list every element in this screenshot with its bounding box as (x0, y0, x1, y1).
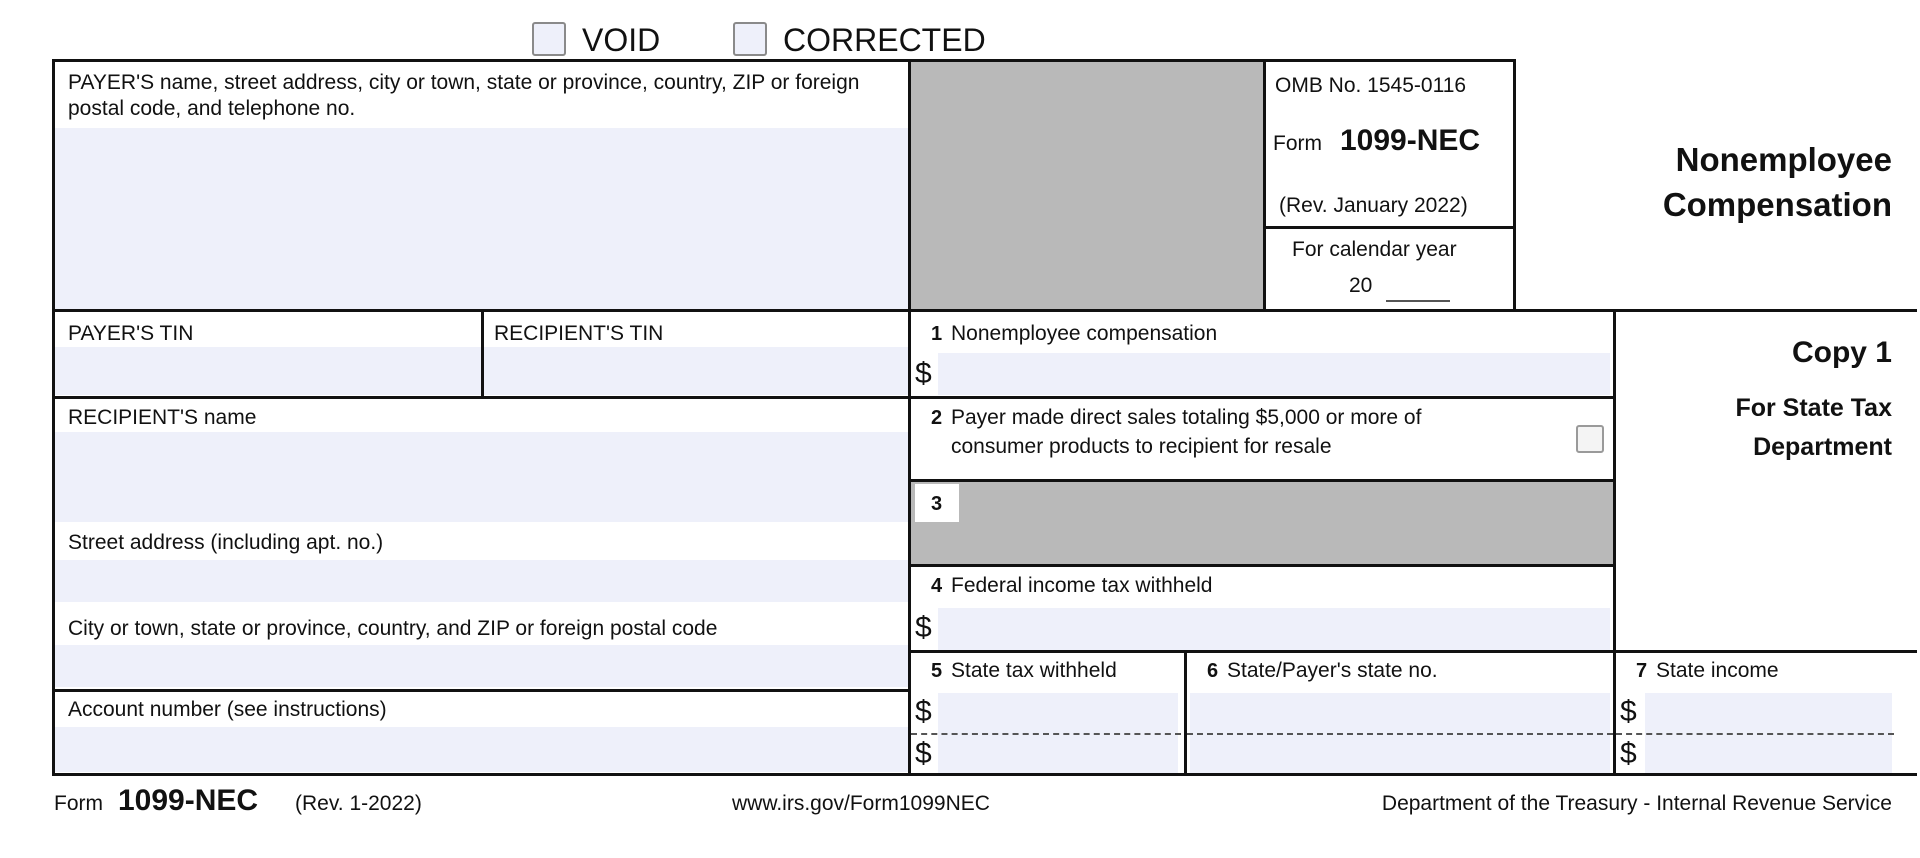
street-address-label: Street address (including apt. no.) (68, 531, 384, 554)
recipient-name-input[interactable] (55, 432, 908, 522)
street-input[interactable] (55, 560, 908, 602)
rule-v-right-boxes (1613, 309, 1616, 776)
rule-above-account (52, 689, 911, 692)
recipient-tin-label: RECIPIENT'S TIN (494, 322, 664, 345)
box6-label: State/Payer's state no. (1227, 659, 1438, 682)
box6-input-1[interactable] (1190, 693, 1610, 731)
rule-v-mid (908, 59, 911, 776)
rule-bottom (52, 773, 1917, 776)
account-number-label: Account number (see instructions) (68, 698, 387, 721)
city-input[interactable] (55, 645, 908, 687)
box2-label-line1: Payer made direct sales totaling $5,000 or more of (951, 406, 1422, 429)
footer-form-name: 1099-NEC (118, 784, 259, 817)
void-checkbox[interactable] (532, 22, 566, 56)
rule-v-omb-left (1263, 59, 1266, 312)
account-input[interactable] (55, 727, 908, 772)
box5-input-2[interactable] (938, 735, 1178, 773)
box5-number: 5 (931, 660, 943, 682)
box1-input[interactable] (938, 353, 1610, 395)
box2-checkbox[interactable] (1576, 425, 1604, 453)
payer-tin-input[interactable] (55, 347, 481, 395)
dash-box7 (1616, 733, 1894, 735)
rule-under-payer (52, 309, 1917, 312)
rule-omb-divider (1263, 226, 1516, 229)
calendar-year-label: For calendar year (1292, 238, 1457, 261)
box1-label: Nonemployee compensation (951, 322, 1218, 345)
box4-number: 4 (931, 575, 943, 597)
year-input[interactable] (1386, 274, 1450, 302)
form-title-line1: Nonemployee (1675, 141, 1892, 178)
rule-v-omb-right (1513, 59, 1516, 312)
payer-tin-label: PAYER'S TIN (68, 322, 194, 345)
box6-number: 6 (1207, 660, 1219, 682)
shaded-block-top (911, 62, 1263, 311)
city-state-zip-label: City or town, state or province, country, and ZIP or foreign postal code (68, 617, 718, 640)
omb-number: OMB No. 1545-0116 (1275, 74, 1467, 97)
copy-line2: Department (1753, 433, 1892, 461)
box5-dollar-2: $ (915, 737, 932, 770)
recipient-tin-input[interactable] (484, 347, 908, 395)
box7-number: 7 (1636, 660, 1648, 682)
box7-input-2[interactable] (1645, 735, 1892, 773)
box4-label: Federal income tax withheld (951, 574, 1213, 597)
corrected-label: CORRECTED (783, 22, 986, 58)
box2-label-line2: consumer products to recipient for resale (951, 435, 1332, 458)
rule-v-tin (481, 309, 484, 398)
form-title-line2: Compensation (1662, 186, 1892, 223)
box2-number: 2 (931, 407, 943, 429)
footer-form-prefix: Form (54, 792, 103, 815)
box3-shaded (911, 482, 1614, 564)
box5-label: State tax withheld (951, 659, 1117, 682)
box7-input-1[interactable] (1645, 693, 1892, 731)
box7-label: State income (1656, 659, 1779, 682)
box6-input-2[interactable] (1190, 735, 1610, 773)
form-revision: (Rev. January 2022) (1279, 194, 1468, 217)
rule-top (52, 59, 1515, 62)
copy-title: Copy 1 (1791, 336, 1892, 369)
form-name: 1099-NEC (1340, 124, 1481, 157)
rule-under-box4 (908, 650, 1917, 653)
rule-v-box5-6 (1184, 650, 1187, 776)
box1-number: 1 (931, 323, 943, 345)
footer-agency: Department of the Treasury - Internal Revenue Service (1381, 792, 1892, 815)
form-prefix: Form (1273, 132, 1322, 155)
box1-dollar: $ (915, 357, 932, 390)
box4-input[interactable] (938, 608, 1610, 650)
footer-revision: (Rev. 1-2022) (295, 792, 422, 815)
year-prefix: 20 (1349, 274, 1373, 297)
box4-dollar: $ (915, 611, 932, 644)
recipient-name-label: RECIPIENT'S name (68, 406, 257, 429)
box5-input-1[interactable] (938, 693, 1178, 731)
footer-url: www.irs.gov/Form1099NEC (732, 792, 990, 815)
box5-dollar-1: $ (915, 695, 932, 728)
void-label: VOID (582, 22, 661, 58)
copy-line1: For State Tax (1735, 394, 1892, 422)
dash-box5 (911, 733, 1181, 735)
rule-under-box2 (908, 479, 1616, 482)
box7-dollar-2: $ (1620, 737, 1637, 770)
payer-info-label: PAYER'S name, street address, city or town, state or province, country, ZIP or foreign postal code, and telephone no. (68, 71, 860, 120)
box3-number: 3 (931, 493, 943, 515)
rule-under-box3 (908, 564, 1616, 567)
corrected-checkbox[interactable] (733, 22, 767, 56)
dash-box6 (1187, 733, 1613, 735)
payer-info-input[interactable] (55, 128, 908, 310)
rule-left (52, 59, 55, 776)
rule-under-tin (52, 396, 1616, 399)
box7-dollar-1: $ (1620, 695, 1637, 728)
